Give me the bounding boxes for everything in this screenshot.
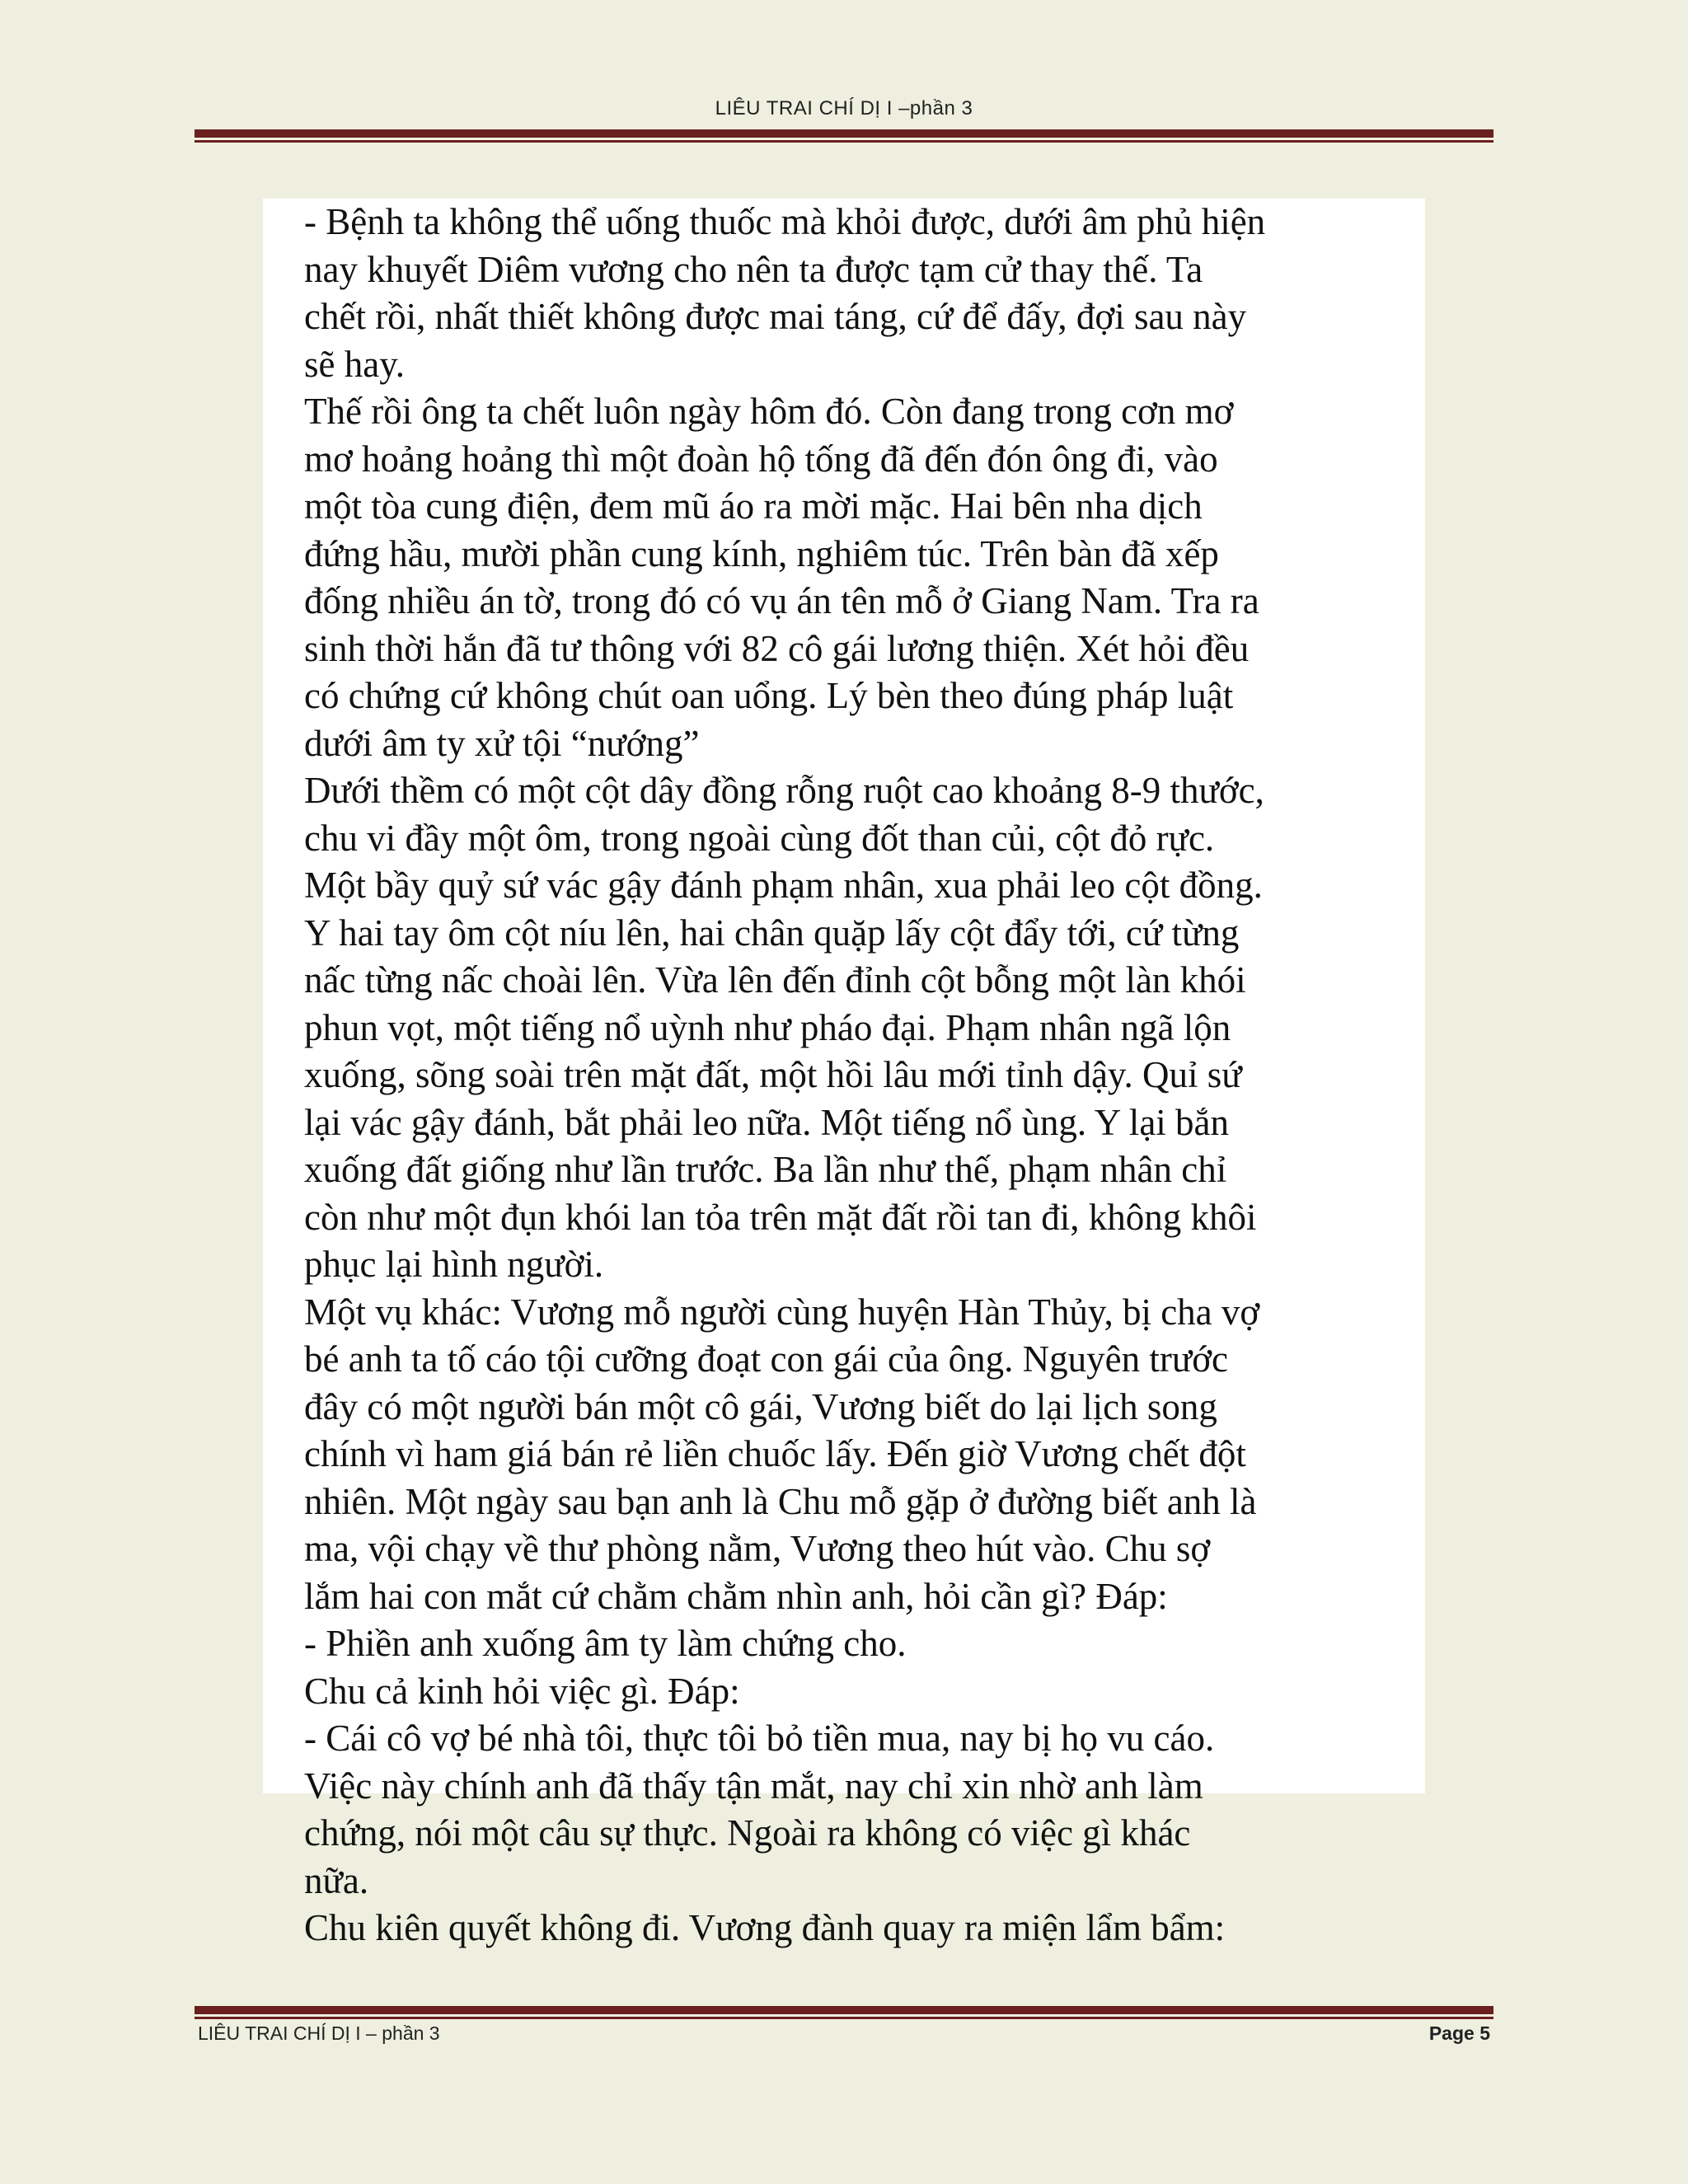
footer-title: LIÊU TRAI CHÍ DỊ I – phần 3 xyxy=(198,2022,440,2044)
footer-rule-thin xyxy=(195,2017,1493,2019)
body-text-line: chính vì ham giá bán rẻ liền chuốc lấy. Đến giờ Vương chết đột xyxy=(304,1433,1246,1474)
body-text-line: lại vác gậy đánh, bắt phải leo nữa. Một tiếng nổ ùng. Y lại bắn xyxy=(304,1101,1230,1143)
body-text-line: Một vụ khác: Vương mỗ người cùng huyện Hàn Thủy, bị cha vợ xyxy=(304,1291,1260,1333)
body-text-line: Chu cả kinh hỏi việc gì. Đáp: xyxy=(304,1670,740,1712)
body-text-line: nhiên. Một ngày sau bạn anh là Chu mỗ gặp ở đường biết anh là xyxy=(304,1480,1257,1522)
body-text-line: sẽ hay. xyxy=(304,343,406,385)
body-text-line: phục lại hình người. xyxy=(304,1244,604,1285)
body-text-line: sinh thời hắn đã tư thông với 82 cô gái lương thiện. Xét hỏi đều xyxy=(304,627,1250,669)
body-text-line: bé anh ta tố cáo tội cưỡng đoạt con gái của ông. Nguyên trước xyxy=(304,1338,1229,1380)
body-text-line: một tòa cung điện, đem mũ áo ra mời mặc. Hai bên nha dịch xyxy=(304,485,1203,527)
body-text-line: đống nhiều án tờ, trong đó có vụ án tên mỗ ở Giang Nam. Tra ra xyxy=(304,580,1259,621)
body-text-line: dưới âm ty xử tội “nướng” xyxy=(304,722,700,764)
body-text-line: mơ hoảng hoảng thì một đoàn hộ tống đã đến đón ông đi, vào xyxy=(304,438,1218,480)
body-text-line: chứng, nói một câu sự thực. Ngoài ra không có việc gì khác xyxy=(304,1812,1191,1854)
body-text-line: nữa. xyxy=(304,1859,369,1901)
body-text-line: chết rồi, nhất thiết không được mai táng, cứ để đấy, đợi sau này xyxy=(304,296,1247,337)
body-text-line: nấc từng nấc choài lên. Vừa lên đến đỉnh cột bỗng một làn khói xyxy=(304,959,1246,1001)
body-text-line: đứng hầu, mười phần cung kính, nghiêm túc. Trên bàn đã xếp xyxy=(304,532,1219,574)
body-text-line: phun vọt, một tiếng nổ uỳnh như pháo đại. Phạm nhân ngã lộn xyxy=(304,1006,1231,1048)
body-text-line: đây có một người bán một cô gái, Vương biết do lại lịch song xyxy=(304,1385,1217,1427)
body-text-line: Chu kiên quyết không đi. Vương đành quay ra miện lẩm bẩm: xyxy=(304,1907,1226,1948)
body-text-line: - Cái cô vợ bé nhà tôi, thực tôi bỏ tiền mua, nay bị họ vu cáo. xyxy=(304,1718,1215,1759)
body-text-line: lắm hai con mắt cứ chằm chằm nhìn anh, hỏi cần gì? Đáp: xyxy=(304,1575,1168,1617)
body-text-line: nay khuyết Diêm vương cho nên ta được tạm cử thay thế. Ta xyxy=(304,248,1203,290)
header-title: LIÊU TRAI CHÍ DỊ I –phần 3 xyxy=(715,97,973,120)
body-text-line: còn như một đụn khói lan tỏa trên mặt đất rồi tan đi, không khôi xyxy=(304,1196,1257,1238)
body-text-line: - Bệnh ta không thể uống thuốc mà khỏi được, dưới âm phủ hiện xyxy=(304,201,1266,242)
footer-rule-thick xyxy=(195,2006,1493,2014)
body-text-line: Dưới thềm có một cột dây đồng rỗng ruột cao khoảng 8-9 thước, xyxy=(304,770,1264,811)
body-text-line: xuống, sõng soài trên mặt đất, một hồi lâu mới tỉnh dậy. Quỉ sứ xyxy=(304,1054,1242,1095)
body-text-line: Việc này chính anh đã thấy tận mắt, nay chỉ xin nhờ anh làm xyxy=(304,1765,1203,1807)
body-text-line: - Phiền anh xuống âm ty làm chứng cho. xyxy=(304,1623,907,1664)
body-text-line: Thế rồi ông ta chết luôn ngày hôm đó. Còn đang trong cơn mơ xyxy=(304,391,1234,432)
body-text-line: Y hai tay ôm cột níu lên, hai chân quặp lấy cột đẩy tới, cứ từng xyxy=(304,912,1240,954)
body-text-line: chu vi đầy một ôm, trong ngoài cùng đốt than củi, cột đỏ rực. xyxy=(304,817,1215,859)
page-content xyxy=(263,199,1425,1948)
header-rule-thin xyxy=(195,140,1493,143)
body-text-line: có chứng cứ không chút oan uổng. Lý bèn theo đúng pháp luật xyxy=(304,675,1234,716)
body-text-line: xuống đất giống như lần trước. Ba lần như thế, phạm nhân chỉ xyxy=(304,1149,1227,1190)
header-rule-thick xyxy=(195,129,1493,138)
page-number: Page 5 xyxy=(1428,2022,1490,2044)
body-text-line: Một bầy quỷ sứ vác gậy đánh phạm nhân, xua phải leo cột đồng. xyxy=(304,865,1263,906)
body-text-line: ma, vội chạy về thư phòng nằm, Vương theo hút vào. Chu sợ xyxy=(304,1528,1211,1569)
